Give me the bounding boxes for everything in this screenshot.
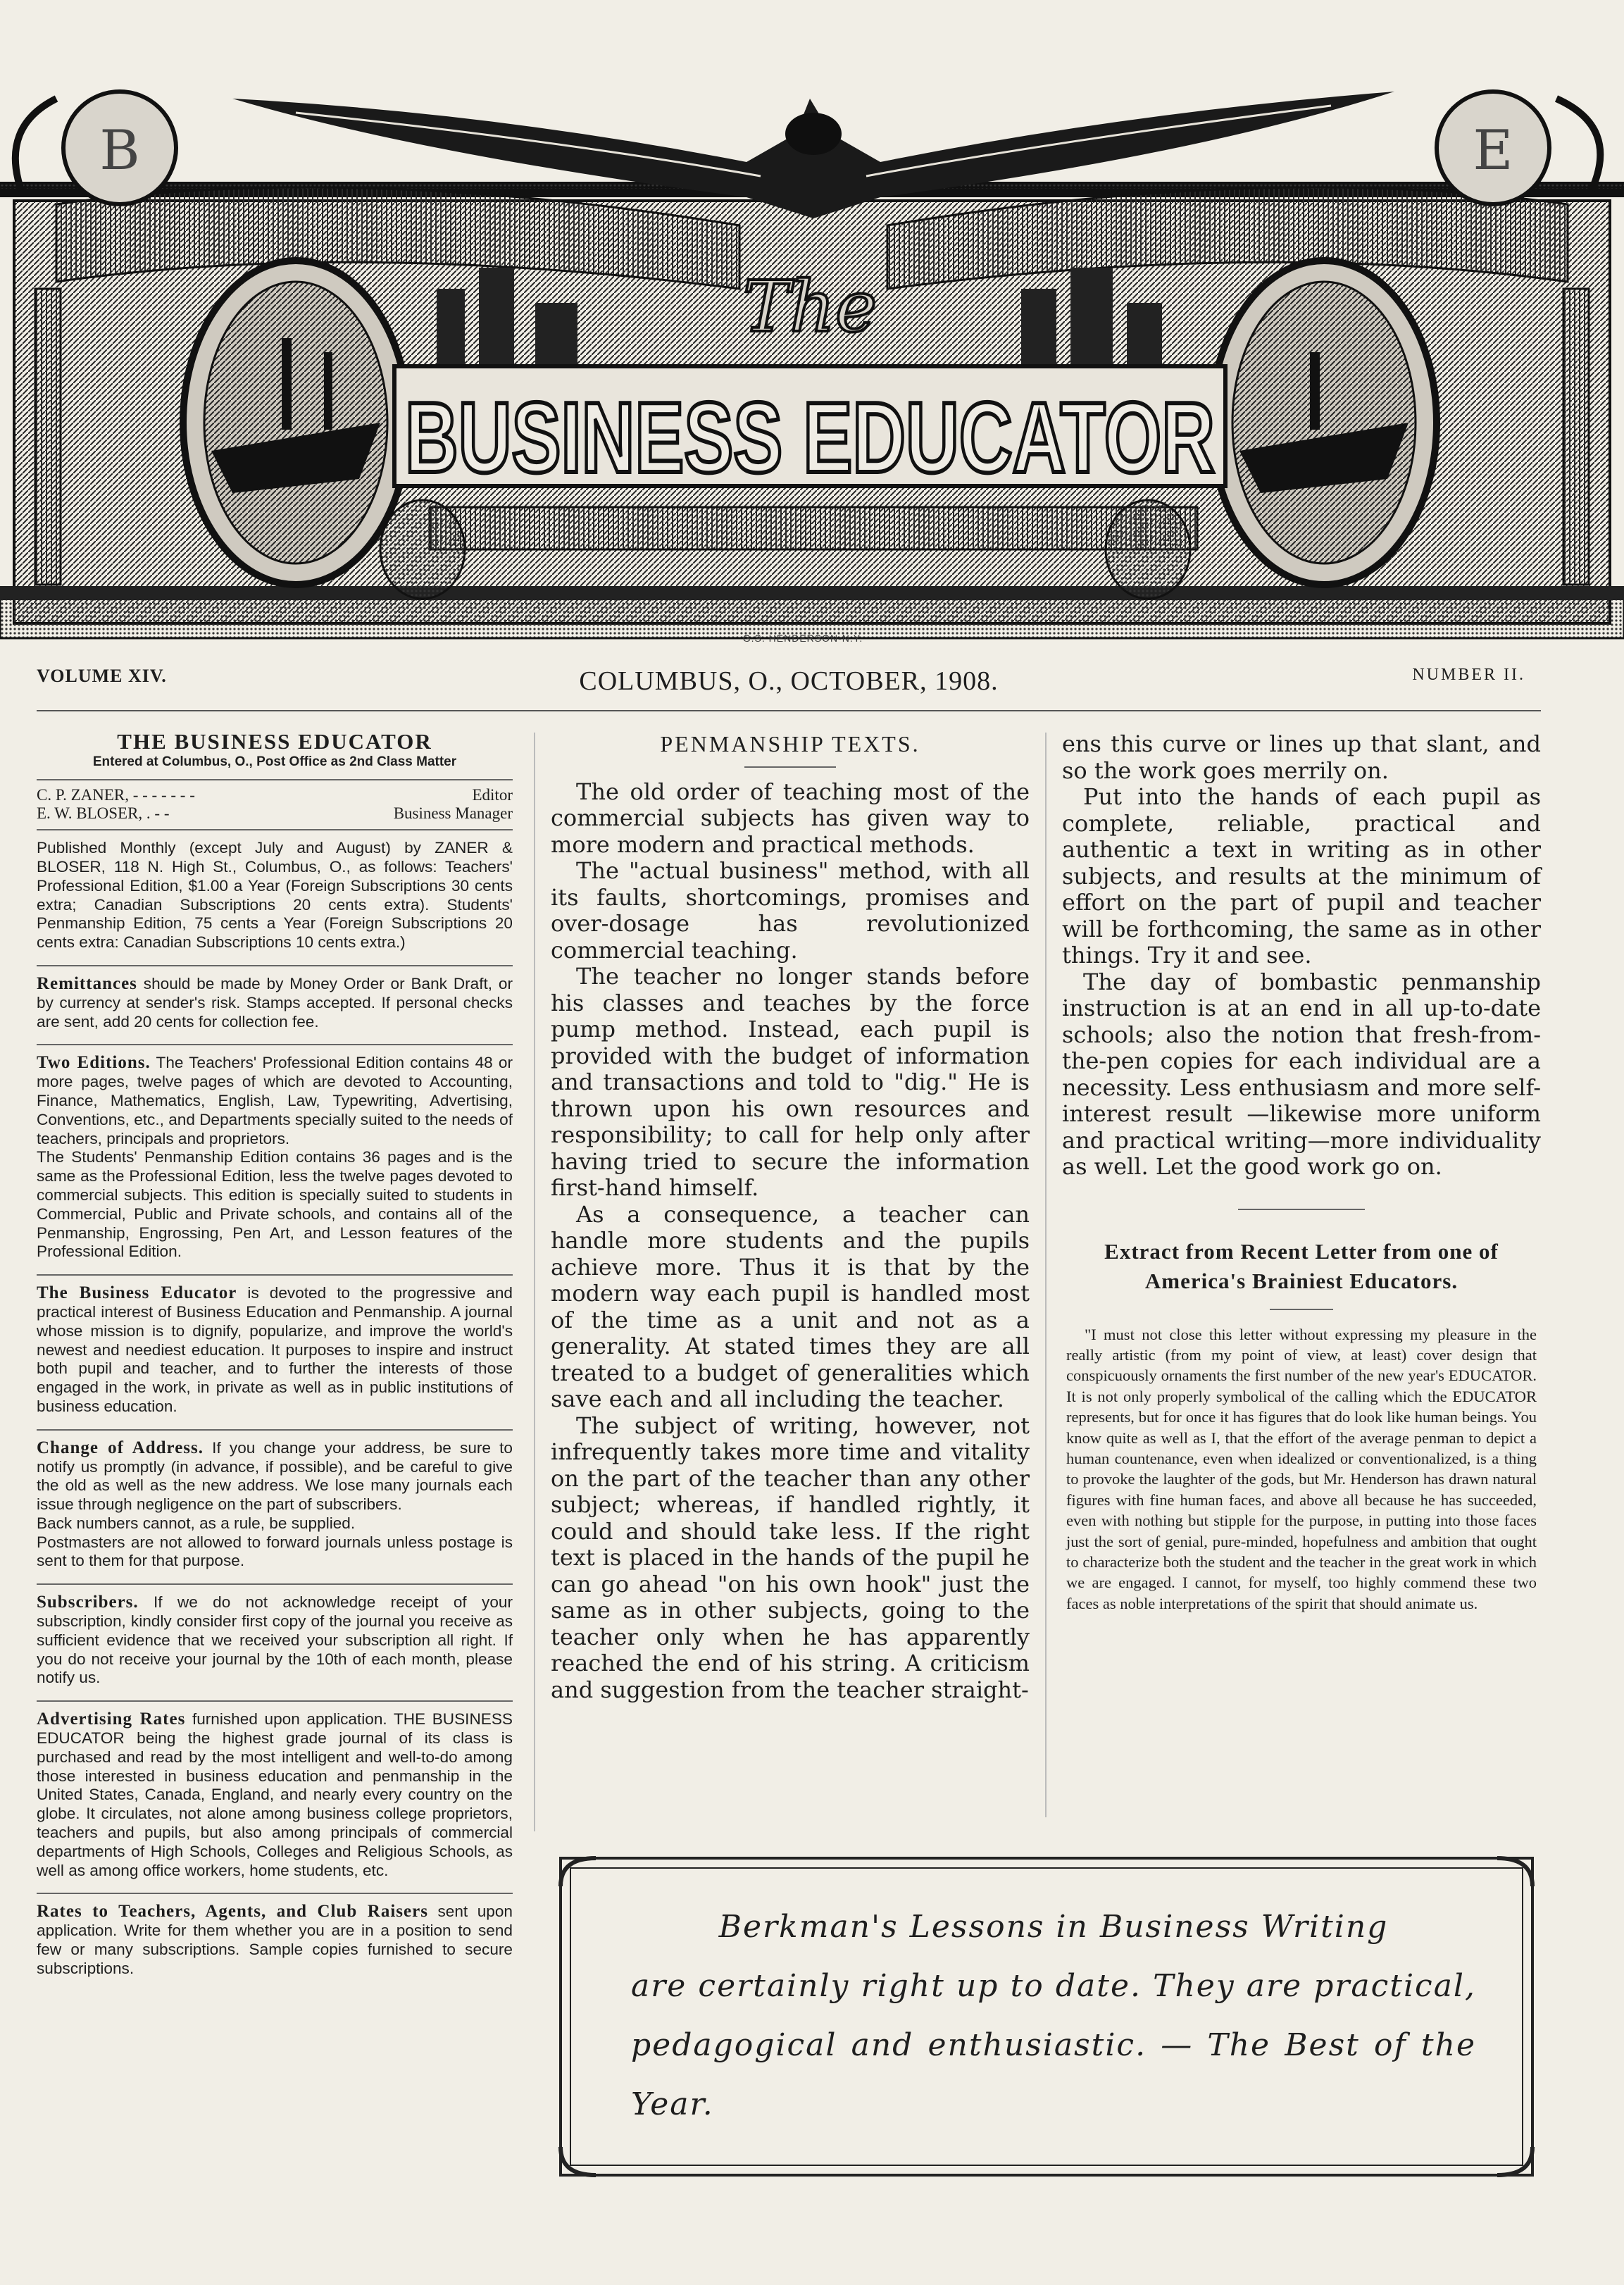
svg-text:B: B [99,119,140,182]
paragraph: The subject of writing, however, not infrequently takes more time and vitality on the part of the teacher than any other subject; whereas, if handled rightly, it could and should take less. If the right text is placed in the hands of the pupil he can go ahead "on his own hook" just the same as in other subjects, going to the teacher only when he has apparently reached the end of his string. A criticism and suggestion from the teacher straight- [551,1412,1030,1703]
illustration-credit: G.S. HENDERSON-N.Y. [742,633,863,644]
teacher-figure [1106,500,1190,599]
svg-text:E: E [1473,119,1513,182]
paragraph: The "actual business" method, with all its faults, shortcomings, promises and over-dosage has revolutionized commercial teaching. [551,857,1030,964]
paragraph: ens this curve or lines up that slant, and so the work goes merrily on. [1062,730,1541,784]
student-figure [380,500,465,599]
editorial-column [551,731,1030,1703]
masthead-illustration [0,56,1624,648]
letter-quote: "I must not close this letter without expressing my pleasure in the really artistic (from my point of view, at least) cover design that conspicuously ornaments the first number of the new year's EDUCATOR. It is not only properly symbolical of the calling which the EDUCATOR represents, but for once it has figures that do look like human beings. You know quite as well as I, that the effort of the average penman to depict a human countenance, even when idealized or conventionalized, is a thing to provoke the laughter of the gods, but Mr. Henderson has drawn natural figures with fine human faces, and above all because he has succeeded, even with nothing but stipple for the purpose, in putting into those faces just the sort of genial, pure-minded, hopefulness and ambition that ought to characterize both the student and the teacher in the great work in which we are engaged. I cannot, for myself, too highly commend these two faces as noble interpretations of the spirit that should animate us. [1066,1325,1537,1612]
advertising-notice: Advertising Rates furnished upon application. THE BUSINESS EDUCATOR being the highest grade journal of its class is purchased and read by the most intelligent and well-to-do among those interested in business education and penmanship in the United States, Canada, England, and nearly every country on the globe. It circulates, not alone among business college proprietors, teachers and pupils, but also among principals of commercial departments of High Schools, Colleges and Religious Schools, as well as among office workers, home students, etc. [37,1710,513,1879]
manager-line: E. W. BLOSER, . - - Business Manager [37,804,513,823]
editor-line: C. P. ZANER, - - - - - - - Editor [37,785,513,804]
rates-notice: Rates to Teachers, Agents, and Club Raisers sent upon application. Write for them whether you are in a position to send few or many subscriptions. Sample copies furnished to secure subscriptions. [37,1902,513,1977]
article-heading: PENMANSHIP TEXTS. [660,731,920,757]
ad-title: Berkman's Lessons in Business Writing [718,1909,1389,1945]
subscribers-notice: Subscribers. If we do not acknowledge receipt of your subscription, kindly consider first copy of the journal you receive as sufficient evidence that we received your subscription all right. If you do not receive your journal by the 10th of each month, please notify us. [37,1593,513,1687]
entry-notice: Entered at Columbus, O., Post Office as 2nd Class Matter [92,754,457,769]
issue-number: NUMBER II. [1412,666,1525,684]
masthead-the: The [742,266,877,348]
letter-heading: Extract from Recent Letter from one of America's Brainiest Educators. [1104,1238,1499,1293]
editions-notice: Two Editions. The Teachers' Professional Edition contains 48 or more pages, twelve pages of which are devoted to Accounting, Finance, Mathematics, English, Law, Typewriting, Advertising, Conventions, etc., and Departments specially suited to the needs of teachers, principals and proprietors. [37,1053,513,1147]
students-edition-notice: The Students' Penmanship Edition contains 36 pages and is the same as the Professional Edition, less the twelve pages devoted to commercial subjects. This edition is specially suited to students in Commercial, Public and Private schools, and contains all of the Penmanship, Engrossing, Pen Art, and Lesson features of the Professional Edition. [37,1148,513,1261]
publication-info: Published Monthly (except July and August) by ZANER & BLOSER, 118 N. High St., Columbus, O., as follows: Teachers' Professional Edition, $1.00 a Year (Foreign Subscriptions 30 cents extra; Canadian Subscriptions 20 cents extra). Students' Penmanship Edition, 75 cents a Year (Foreign Subscriptions 20 cents extra: Canadian Subscriptions 10 cents extra.) [37,839,513,952]
address-change-notice: Change of Address. If you change your address, be sure to notify us promptly (in advance, if possible), and be careful to give the old as well as the new address. We lose many journals each issue through negligence on the part of subscribers. [37,1438,513,1514]
ship-medallion-right [1211,261,1437,585]
paragraph: The old order of teaching most of the commercial subjects has given way to more modern and practical methods. [551,778,1030,858]
remittances-notice: Remittances should be made by Money Order or Bank Draft, or by currency at sender's risk. Stamps accepted. If personal checks are sent, add 20 cents for collection fee. [37,973,513,1031]
ad-body: are certainly right up to date. They are practical, pedagogical and enthusiastic. — The Best of the Year. [631,1968,1476,2122]
dateline-rule [37,710,1541,711]
journal-title: THE BUSINESS EDUCATOR [117,729,432,754]
editorial-continued-column [1062,731,1541,1614]
paragraph: The day of bombastic penmanship instruction is at an end in all up-to-date schools; also the notion that fresh-from-the-pen copies for each individual are a necessity. Less enthusiasm and more self-interest result —likewise more uniform and practical writing—more individuality as well. Let the good work go on. [1062,968,1541,1180]
ship-medallion-left [183,261,408,585]
paragraph: The teacher no longer stands before his classes and teaches by the force pump method. Instead, each pupil is provided with the budget of information and transactions and told to "dig." He is thrown upon his own resources and responsibility; to call for help only after having tried to secure the information first-hand himself. [551,963,1030,1201]
advertisement-box [554,1844,1539,2189]
paragraph: Put into the hands of each pupil as complete, reliable, practical and authentic a text in writing as in other subjects, and results at the minimum of effort on the part of pupil and teacher will be forthcoming, the same as in other things. Try it and see. [1062,783,1541,969]
place-and-date: COLUMBUS, O., OCTOBER, 1908. [579,666,999,696]
masthead-title: BUSINESS EDUCATOR [405,382,1215,494]
volume-number: VOLUME XIV. [37,666,167,686]
mission-notice: The Business Educator is devoted to the progressive and practical interest of Business Education and Penmanship. A journal whose mission is to dignify, popularize, and improve the world's newest and neediest education. It purposes to inspire and instruct both pupil and teacher, and to further the interests of those engaged in the work, in private as well as in public institutions of business education. [37,1283,513,1415]
masthead-info-column: THE BUSINESS EDUCATOR Entered at Columbus, O., Post Office as 2nd Class Matter C. P. ZANER, - - - - - - - Editor E. W. BLOSER, . - - Business Manager Published Monthly (except July and August) by ZANER & BLOSER, 118 N. High St., Columbus, O., as follows: Teachers' Professional Edition, $1.00 a Year (Foreign Subscriptions 30 cents extra; Canadian Subscriptions 20 cents extra). Students' Penmanship Edition, 75 cents a Year (Foreign Subscriptions 20 cents extra: Canadian Subscriptions 10 cents extra.) Remittances should be made by Money Order or Bank Draft, or by currency at sender's risk. Stamps accepted. If personal checks are sent, add 20 cents for collection fee. Two Editions. The Teachers' Professional Edition contains 48 or more pages, twelve pages of which are devoted to Accounting, Finance, Mathematics, English, Law, Typewriting, Advertising, Conventions, etc., and Departments specially suited to the needs of teachers, principals and proprietors. The Students' Penmanship Edition contains 36 pages and is the same as the Professional Edition, less the twelve pages devoted to commercial subjects. This edition is specially suited to students in Commercial, Public and Private schools, and contains all of the Penmanship, Engrossing, Pen Art, and Lesson features of the Professional Edition. The Business Educator is devoted to the progressive and practical interest of Business Education and Penmanship. A journal whose mission is to dignify, popularize, and improve the world's newest and neediest education. It purposes to inspire and instruct both pupil and teacher, and to further the interests of those engaged in the work, in private as well as in public institutions of business education. Change of Address. If you change your address, be sure to notify us promptly (in advance, if possible), and be careful to give the old as well as the new address. We lose many journals each issue through negligence on the part of subscribers. Back numbers cannot, as a rule, be supplied. Postmasters are not allowed to forward journals unless postage is sent to them for that purpose. Subscribers. If we do not acknowledge receipt of your subscription, kindly consider first copy of the journal you receive as sufficient evidence that we received your subscription all right. If you do not receive your journal by the 10th of each month, please notify us. Advertising Rates furnished upon application. THE BUSINESS EDUCATOR being the highest grade journal of its class is purchased and read by the most intelligent and well-to-do among those interested in business education and penmanship in the United States, Canada, England, and nearly every country on the globe. It circulates, not alone among business college proprietors, teachers and pupils, but also among principals of commercial departments of High Schools, Colleges and Religious Schools, as well as among office workers, home students, etc. Rates to Teachers, Agents, and Club Raisers sent upon application. Write for them whether you are in a position to send few or many subscriptions. Sample copies furnished to secure subscriptions. [37,729,513,1977]
paragraph: As a consequence, a teacher can handle more students and the pupils achieve more. Thus it is that by the modern way each pupil is handled most of the time as a unit and not as a generality. At stated times they are all treated to a budget of generalities which save each and all including the teacher. [551,1200,1030,1412]
